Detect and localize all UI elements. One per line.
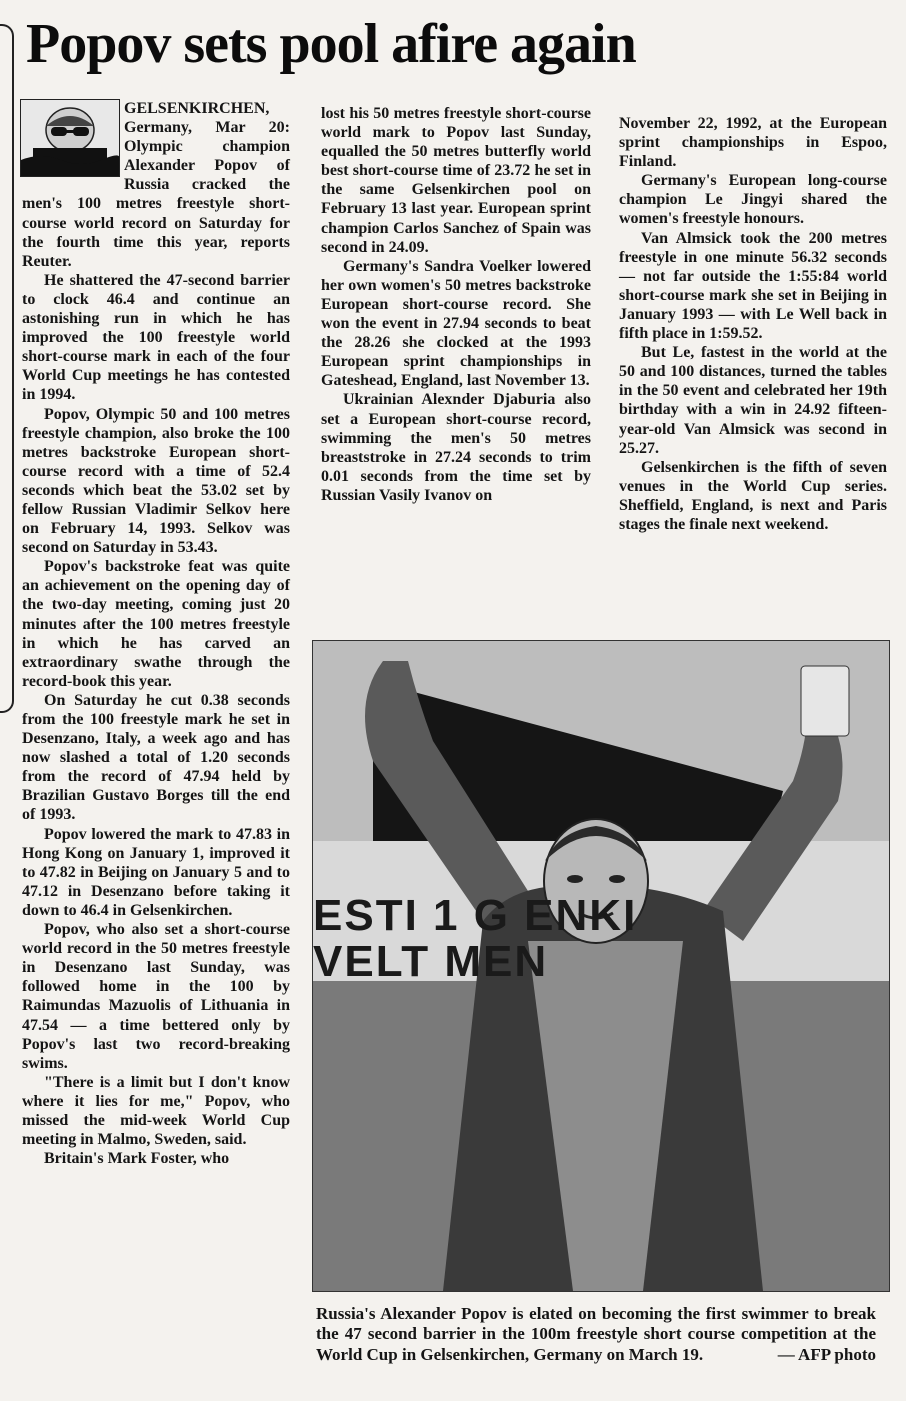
photo-credit: — AFP photo bbox=[777, 1344, 876, 1364]
paragraph: Ukrainian Alexnder Djaburia also set a European short-course record, swimming the men's 50 metres breaststroke in 27.24 seconds to trim 0.01 seconds from the time set by Russian Vasily Ivanov on bbox=[321, 391, 591, 504]
article-column-2 bbox=[321, 104, 591, 505]
article-column-3 bbox=[619, 114, 887, 534]
paragraph: Popov's backstroke feat was quite an achievement on the opening day of the two-day meeting, coming just 20 minutes after the 100 metres freestyle in which he has carved an extraordinary swathe through the record-book this year. bbox=[22, 558, 290, 690]
paragraph: GELSENKIRCHEN, Germany, Mar 20: Olympic champion Alexander Popov of Russia cracked the men's 100 metres freestyle short-course world record on Saturday for the fourth time this year, reports Reuter. bbox=[22, 100, 290, 270]
paragraph: Germany's European long-course champion Le Jingyi shared the women's freestyle honours. bbox=[619, 172, 887, 228]
column-rule bbox=[0, 24, 14, 713]
paragraph: Popov, who also set a short-course world record in the 50 metres freestyle in Desenzano last Sunday, was followed home in the 100 by Raimundas Mazuolis of Lithuania in 47.54 — a time bettered only by Popov's last two record-breaking swims. bbox=[22, 921, 290, 1072]
photo-caption bbox=[316, 1304, 876, 1365]
paragraph: Popov, Olympic 50 and 100 metres freestyle champion, also broke the 100 metres backstroke European short-course record with a time of 52.4 seconds which beat the 53.02 set by fellow Russian Vladimir Selkov here on February 14, 1993. Selkov was second on Saturday in 53.43. bbox=[22, 405, 290, 557]
paragraph: Britain's Mark Foster, who bbox=[44, 1150, 230, 1168]
paragraph: On Saturday he cut 0.38 seconds from the 100 freestyle mark he set in Desenzano, Italy, a week ago and has now slashed a total of 1.20 seconds from the record of 47.94 held by Brazilian Gustavo Borges till the end of 1993. bbox=[22, 691, 290, 824]
caption-text: Russia's Alexander Popov is elated on becoming the first swimmer to break the 47 second barrier in the 100m freestyle short course competition at the World Cup in Gelsenkirchen, Germany on March 19. bbox=[316, 1304, 876, 1364]
paragraph: Van Almsick took the 200 metres freestyle in one minute 56.32 seconds — not far outside the 1:55:84 world short-course mark she set in Beijing in January 1993 — with Le Well back in fifth place in 1:59.52. bbox=[619, 229, 887, 343]
article-column-1 bbox=[22, 99, 290, 1168]
paragraph: lost his 50 metres freestyle short-course world mark to Popov last Sunday, equalled the 50 metres butterfly world best short-course time of 23.72 he set in the same Gelsenkirchen pool on February 13 last year. European sprint champion Carlos Sanchez of Spain was second in 24.09. bbox=[321, 105, 591, 256]
photo-sign-text: VELT MEN bbox=[313, 937, 549, 986]
paragraph: But Le, fastest in the world at the 50 and 100 distances, turned the tables in the 50 event and celebrated her 19th birthday with a win in 24.92 fifteen-year-old Van Almsick was second in 25.27. bbox=[619, 344, 887, 457]
photo-sign-text: ESTI 1 G ENKI bbox=[313, 891, 638, 940]
paragraph: Gelsenkirchen is the fifth of seven venues in the World Cup series. Sheffield, England, is next and Paris stages the finale next weekend. bbox=[619, 458, 887, 533]
paragraph: Germany's Sandra Voelker lowered her own women's 50 metres backstroke European short-course record. She won the event in 27.94 seconds to beat the 28.26 she clocked at the 1993 European sprint championships in Gateshead, England, last November 13. bbox=[321, 257, 591, 390]
headline: Popov sets pool afire again bbox=[26, 13, 636, 75]
paragraph: He shattered the 47-second barrier to clock 46.4 and continue an astonishing run in which he has improved the 100 freestyle world short-course mark in each of the four World Cup meetings he has contested in 1994. bbox=[22, 271, 290, 404]
paragraph: November 22, 1992, at the European sprint championships in Espoo, Finland. bbox=[619, 115, 887, 171]
byline-swimmer-icon bbox=[20, 99, 120, 177]
paragraph: Popov lowered the mark to 47.83 in Hong Kong on January 1, improved it to 47.82 in Beijing on January 5 and to 47.12 in Desenzano before taking it down to 46.4 in Gelsenkirchen. bbox=[22, 825, 290, 919]
paragraph: "There is a limit but I don't know where it lies for me," Popov, who missed the mid-week World Cup meeting in Malmo, Sweden, said. bbox=[22, 1073, 290, 1149]
swimmer-photo bbox=[312, 640, 890, 1292]
